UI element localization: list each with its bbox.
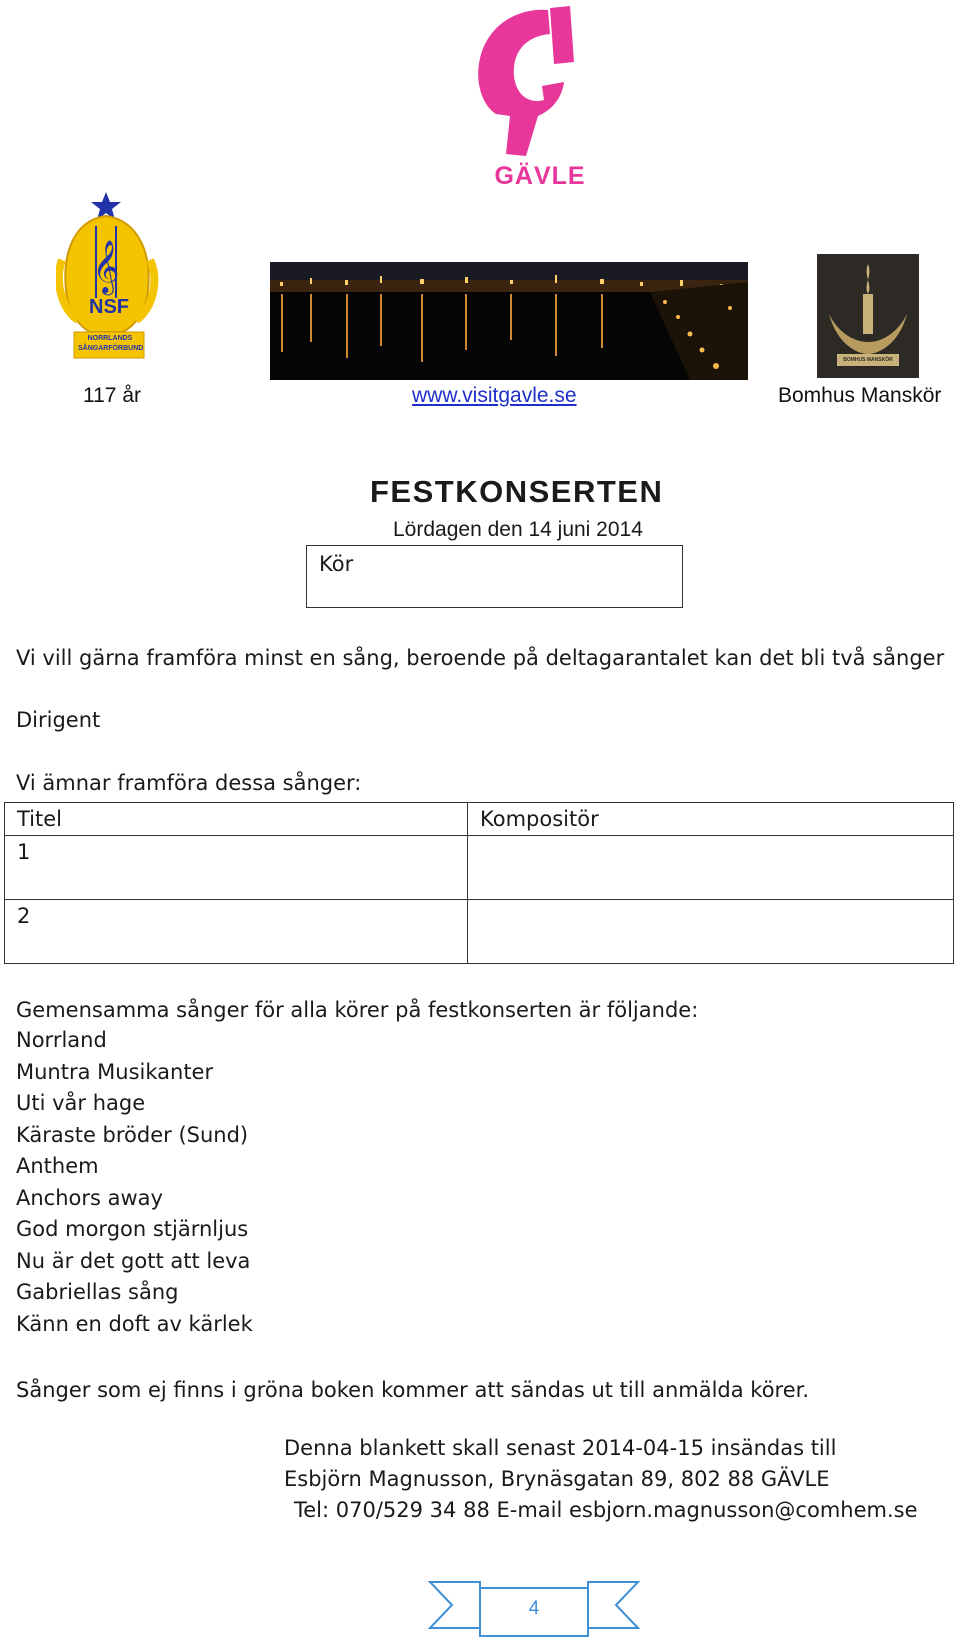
gavle-night-photo — [270, 262, 748, 380]
common-heading: Gemensamma sånger för alla körer på festkonserten är följande: — [16, 998, 699, 1022]
gavle-logo-text: GÄVLE — [494, 162, 586, 190]
list-item: Käraste bröder (Sund) — [16, 1122, 249, 1147]
song-row-number[interactable]: 2 — [5, 900, 468, 964]
contact-line-1: Denna blankett skall senast 2014-04-15 insändas till — [284, 1436, 837, 1460]
contact-line-2: Esbjörn Magnusson, Brynäsgatan 89, 802 88 GÄVLE — [284, 1467, 830, 1491]
list-item: Anthem — [16, 1154, 99, 1178]
nsf-logo — [56, 190, 162, 362]
page-number-ribbon — [428, 1578, 640, 1640]
col-composer: Kompositör — [468, 803, 954, 836]
bomhus-badge-text: BOMHUS MANSKÖR — [843, 357, 893, 363]
nsf-org-text: NORRLANDS SÅNGARFÖRBUND — [78, 335, 144, 352]
list-item: Nu är det gott att leva — [16, 1248, 251, 1273]
list-item: God morgon stjärnljus — [16, 1217, 249, 1241]
years-label: 117 år — [83, 384, 141, 407]
song-row-composer[interactable] — [468, 836, 954, 900]
event-title: FESTKONSERTEN — [370, 474, 664, 509]
contact-line-3: Tel: 070/529 34 88 E-mail esbjorn.magnusson@comhem.se — [294, 1498, 918, 1522]
choir-name: Bomhus Manskör — [778, 384, 942, 407]
intro-text: Vi vill gärna framföra minst en sång, beroende på deltagarantalet kan det bli två sånger — [16, 646, 945, 670]
list-item: Gabriellas sång — [16, 1280, 179, 1304]
list-item: Känn en doft av kärlek — [16, 1311, 253, 1336]
svg-text:𝄞: 𝄞 — [92, 239, 120, 293]
song-row-number[interactable]: 1 — [5, 836, 468, 900]
page-number: 4 — [528, 1598, 540, 1619]
table-header-row — [5, 803, 954, 836]
col-title: Titel — [5, 803, 468, 836]
common-song-list — [16, 1025, 253, 1340]
songs-intro: Vi ämnar framföra dessa sånger: — [16, 771, 362, 795]
green-book-note: Sånger som ej finns i gröna boken kommer att sändas ut till anmälda körer. — [16, 1378, 810, 1402]
nsf-logo-text: NSF — [89, 296, 129, 318]
gavle-logo — [470, 4, 610, 196]
list-item: Norrland — [16, 1028, 107, 1052]
bomhus-badge — [817, 254, 919, 378]
table-row[interactable] — [5, 836, 954, 900]
song-row-composer[interactable] — [468, 900, 954, 964]
list-item: Muntra Musikanter — [16, 1059, 214, 1084]
event-date: Lördagen den 14 juni 2014 — [393, 518, 643, 541]
song-table — [4, 802, 954, 964]
kor-label: Kör — [319, 552, 354, 576]
table-row[interactable] — [5, 900, 954, 964]
kor-input-box[interactable] — [306, 545, 683, 608]
dirigent-label: Dirigent — [16, 708, 101, 732]
visitgavle-link[interactable]: www.visitgavle.se — [412, 384, 577, 407]
list-item: Uti vår hage — [16, 1091, 146, 1115]
list-item: Anchors away — [16, 1185, 163, 1210]
